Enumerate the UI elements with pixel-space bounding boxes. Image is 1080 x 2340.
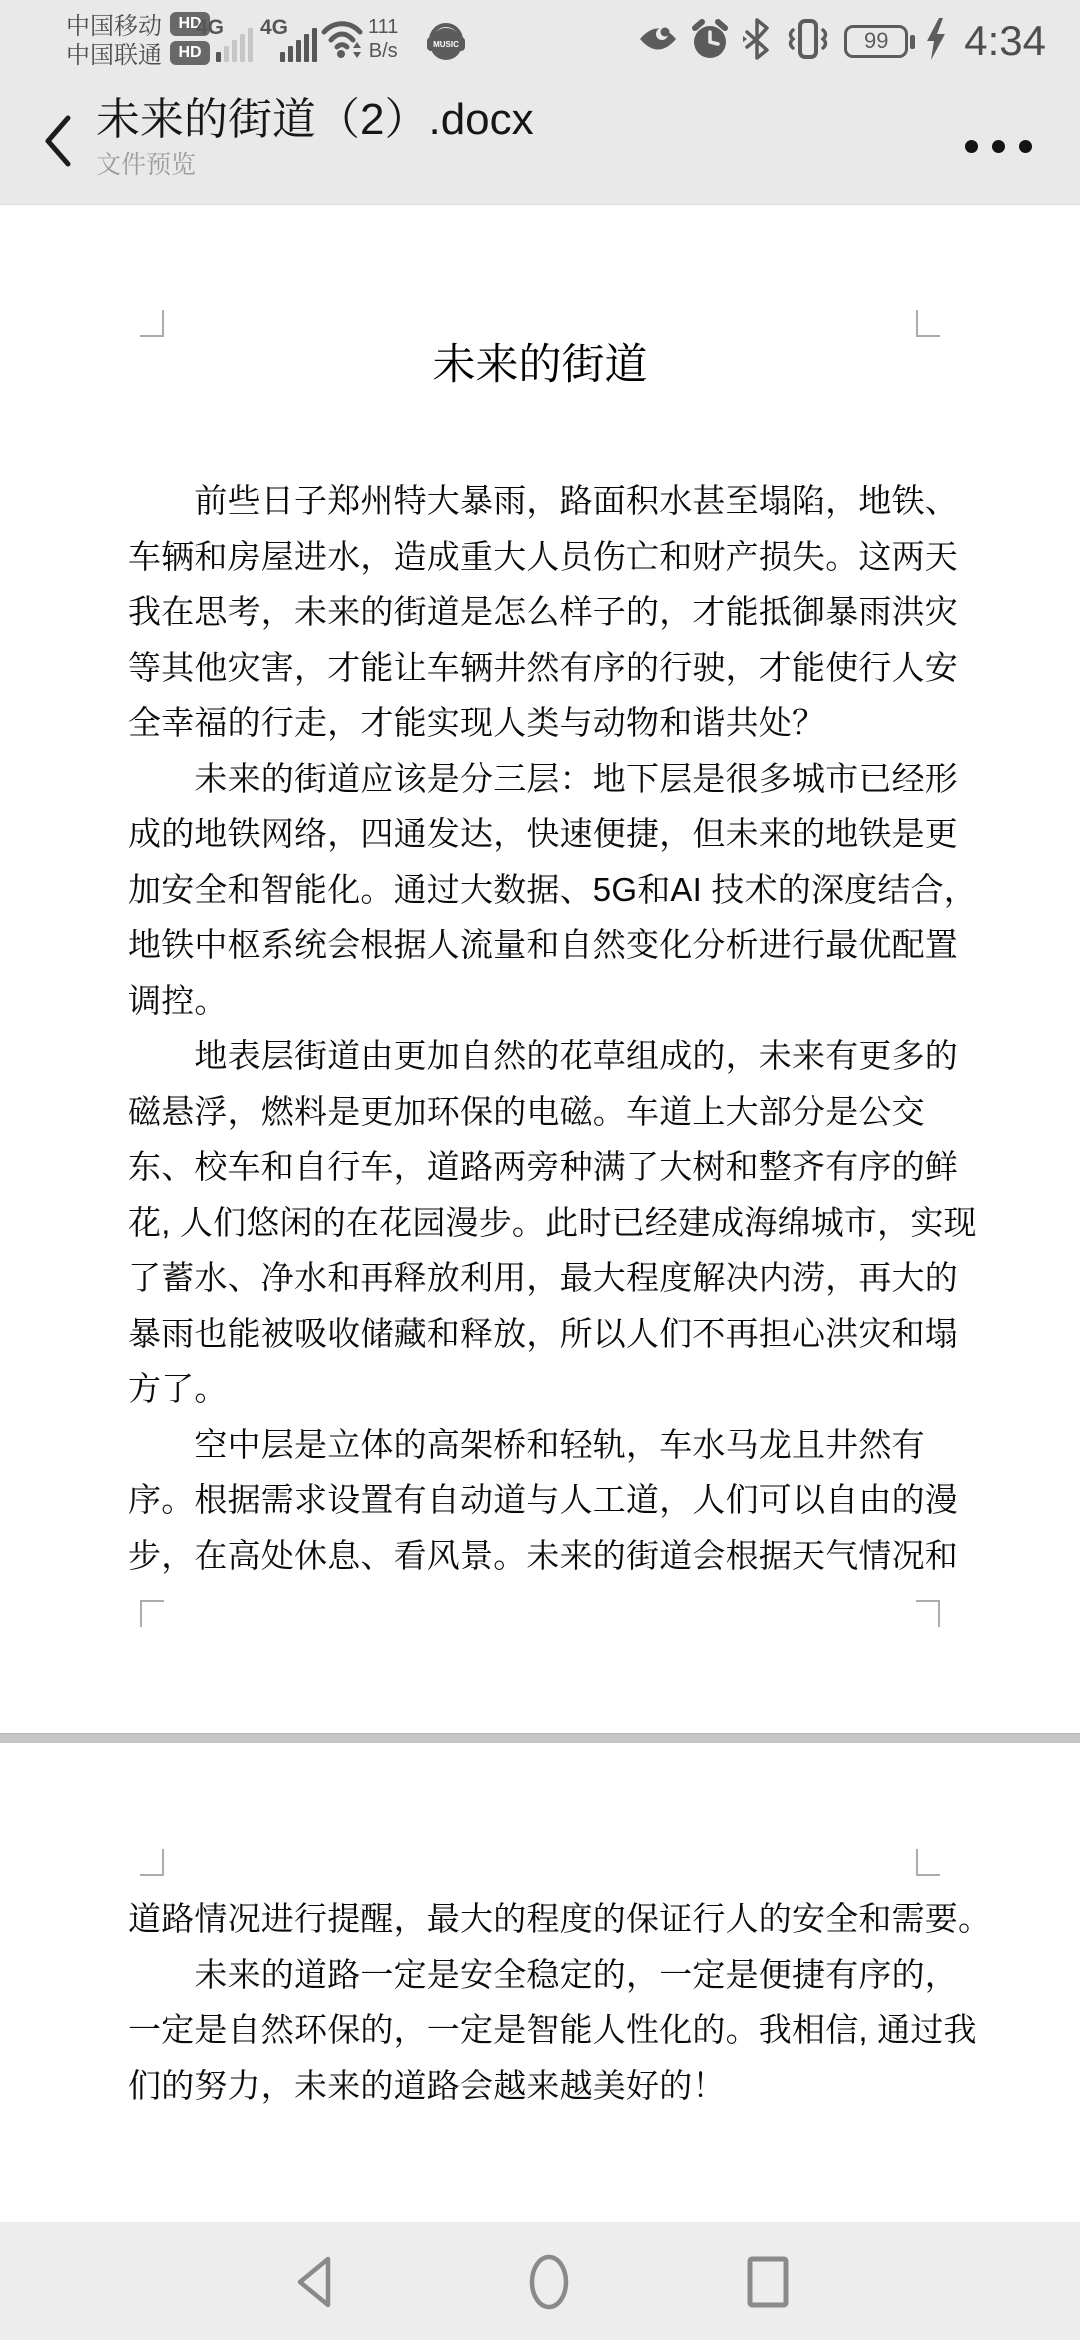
android-nav-bar [0,2222,1080,2340]
document-text-line: 全幸福的行走，才能实现人类与动物和谐共处？ [128,704,826,741]
document-text-line: 道路情况进行提醒，最大的程度的保证行人的安全和需要。 [128,1900,992,1937]
header-titles [96,94,534,182]
document-page-2 [0,1743,1080,2222]
carrier-name-sim1: 中国移动 [66,13,162,40]
document-text-line: 序。根据需求设置有自动道与人工道，人们可以自由的漫 [128,1481,958,1518]
page-corner-mark [140,1600,164,1627]
sim2-network-label: 4G [260,16,289,39]
hd-badge-sim2: HD [170,41,210,65]
document-text-line: 等其他灾害，才能让车辆井然有序的行驶，才能使行人安 [128,648,958,686]
document-body-page2 [128,1891,992,2113]
document-text-line: 成的地铁网络，四通发达，快速便捷，但未来的地铁是更 [128,815,958,852]
page-corner-mark [916,1600,940,1627]
nav-recents-button[interactable] [726,2242,810,2326]
hd-badge-sim1: HD [170,12,210,36]
sim1-signal-icon [196,14,252,68]
bluetooth-icon [742,17,772,66]
page-corner-mark [140,310,164,337]
music-badge-label: MUSIC [433,40,459,49]
page-break-separator [0,1733,1080,1743]
page-corner-mark [916,1849,940,1876]
document-body-page1 [128,473,977,1583]
home-circle-icon [527,2253,571,2316]
carrier-labels [66,9,210,67]
document-text-line: 一定是自然环保的，一定是智能人性化的。我相信, 通过我 [128,2011,977,2048]
document-text-line: 我在思考，未来的街道是怎么样子的，才能抵御暴雨洪灾 [128,593,958,630]
more-options-button[interactable] [960,126,1036,166]
document-text-line: 东、校车和自行车，道路两旁种满了大树和整齐有序的鲜 [128,1148,958,1185]
network-speed-unit: B/s [368,40,398,62]
carrier-row-sim2 [66,38,210,67]
document-text-line: 地表层街道由更加自然的花草组成的，未来有更多的 [128,1037,958,1074]
back-chevron-icon [41,113,75,174]
document-text-line: 未来的街道应该是分三层：地下层是很多城市已经形 [128,759,958,797]
page-subtitle: 文件预览 [96,151,197,179]
network-speed [368,15,398,63]
document-page-1 [0,205,1080,1733]
document-text-line: 加安全和智能化。通过大数据、5G和AI 技术的深度结合， [128,870,977,908]
more-options-icon [965,140,978,153]
page-corner-mark [916,310,940,337]
nav-back-button[interactable] [272,2242,356,2326]
back-triangle-icon [292,2254,336,2315]
document-text-line: 车辆和房屋进水，造成重大人员伤亡和财产损失。这两天 [128,537,958,575]
document-text-line: 空中层是立体的高架桥和轻轨，车水马龙且井然有 [128,1425,925,1463]
vibrate-icon [783,17,833,66]
page-title: 未来的街道（2）.docx [96,95,534,144]
status-icons-right [638,0,1046,82]
back-button[interactable] [28,98,88,188]
recents-square-icon [745,2255,791,2314]
document-text-line: 前些日子郑州特大暴雨，路面积水甚至塌陷，地铁、 [128,482,958,519]
music-notification-icon [424,18,468,69]
carrier-name-sim2: 中国联通 [66,42,162,69]
carrier-row-sim1 [66,9,210,38]
document-title: 未来的街道 [432,341,648,389]
nav-home-button[interactable] [507,2242,591,2326]
sim2-signal-icon [260,14,316,68]
document-text-line: 步，在高处休息、看风景。未来的街道会根据天气情况和 [128,1536,958,1574]
document-text-line: 了蓄水、净水和再释放利用，最大程度解决内涝，再大的 [128,1259,958,1296]
document-text-line: 花, 人们悠闲的在花园漫步。此时已经建成海绵城市，实现 [128,1203,977,1241]
document-text-line: 方了。 [128,1370,228,1407]
document-preview[interactable] [0,205,1080,2222]
status-clock: 4:34 [964,17,1046,64]
app-header [0,82,1080,205]
charging-bolt-icon [925,17,947,66]
sim1-signal-bars [216,28,253,62]
document-text-line: 调控。 [128,981,228,1019]
document-text-line: 们的努力，未来的道路会越来越美好的！ [128,2066,726,2104]
sim1-network-label: 4G [196,16,225,39]
battery-icon [844,25,908,58]
sim2-signal-bars [280,28,317,62]
wifi-icon [320,15,364,68]
network-speed-value: 111 [368,16,399,38]
page-corner-mark [140,1849,164,1876]
document-text-line: 地铁中枢系统会根据人流量和自然变化分析进行最优配置 [128,926,958,963]
alarm-icon [689,17,731,66]
document-text-line: 未来的道路一定是安全稳定的，一定是便捷有序的， [128,1955,958,1993]
battery-percent: 99 [864,28,889,53]
document-text-line: 暴雨也能被吸收储藏和释放，所以人们不再担心洪灾和塌 [128,1314,958,1352]
status-bar [0,0,1080,82]
eye-comfort-icon [638,25,678,58]
document-text-line: 磁悬浮，燃料是更加环保的电磁。车道上大部分是公交 [128,1092,925,1130]
